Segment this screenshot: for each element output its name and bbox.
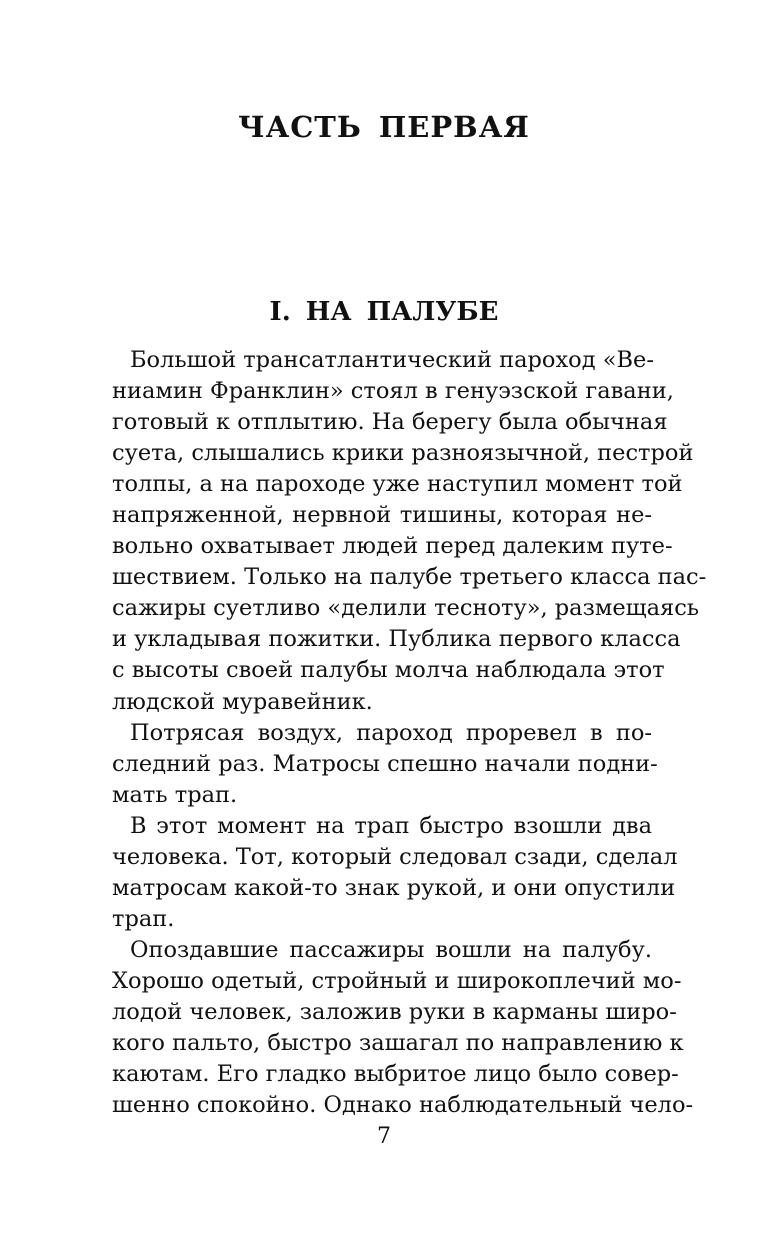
text-line: трап. [112,905,175,932]
text-line: мать трап. [112,781,238,808]
text-line: матросам какой-то знак рукой, и они опустили [112,874,676,901]
text-line: готовый к отплытию. На берегу была обычная [112,409,668,436]
paragraph [112,935,694,1121]
text-line: Хорошо одетый, стройный и широкоплечий мо- [112,967,682,994]
chapter-title: I. НА ПАЛУБЕ [269,297,499,327]
paragraph [112,811,678,935]
paragraph [112,718,658,811]
body-text [112,345,707,1121]
text-line: Опоздавшие пассажиры вошли на палубу. [130,936,652,963]
text-line: людской муравейник. [112,688,373,715]
paragraph [112,345,707,718]
text-line: напряженной, нервной тишины, которая не- [112,502,652,529]
text-line: кого пальто, быстро зашагал по направлению к [112,1030,684,1057]
text-line: вольно охватывает людей перед далеким путе- [112,533,673,560]
text-line: сажиры суетливо «делили тесноту», размещаясь [112,595,700,622]
text-line: ниамин Франклин» стоял в генуэзской гавани, [112,378,674,405]
text-line: толпы, а на пароходе уже наступил момент той [112,471,683,498]
part-title: ЧАСТЬ ПЕРВАЯ [238,110,530,144]
text-line: суета, слышались крики разноязычной, пестрой [112,440,694,467]
text-line: каютам. Его гладко выбритое лицо было совер- [112,1061,679,1088]
text-line: В этот момент на трап быстро взошли два [130,812,652,839]
text-line: Потрясая воздух, пароход проревел в по- [130,719,652,746]
text-line: с высоты своей палубы молча наблюдала этот [112,657,665,684]
text-line: шествием. Только на палубе третьего класса пас- [112,564,707,591]
text-line: Большой трансатлантический пароход «Ве- [130,347,654,373]
text-line: лодой человек, заложив руки в карманы широ- [112,998,677,1025]
page-number: 7 [377,1124,391,1149]
text-line: человека. Тот, который следовал сзади, сделал [112,843,678,870]
text-line: следний раз. Матросы спешно начали подни- [112,750,658,777]
text-line: шенно спокойно. Однако наблюдательный чело- [112,1092,694,1119]
text-line: и укладывая пожитки. Публика первого класса [112,626,681,653]
